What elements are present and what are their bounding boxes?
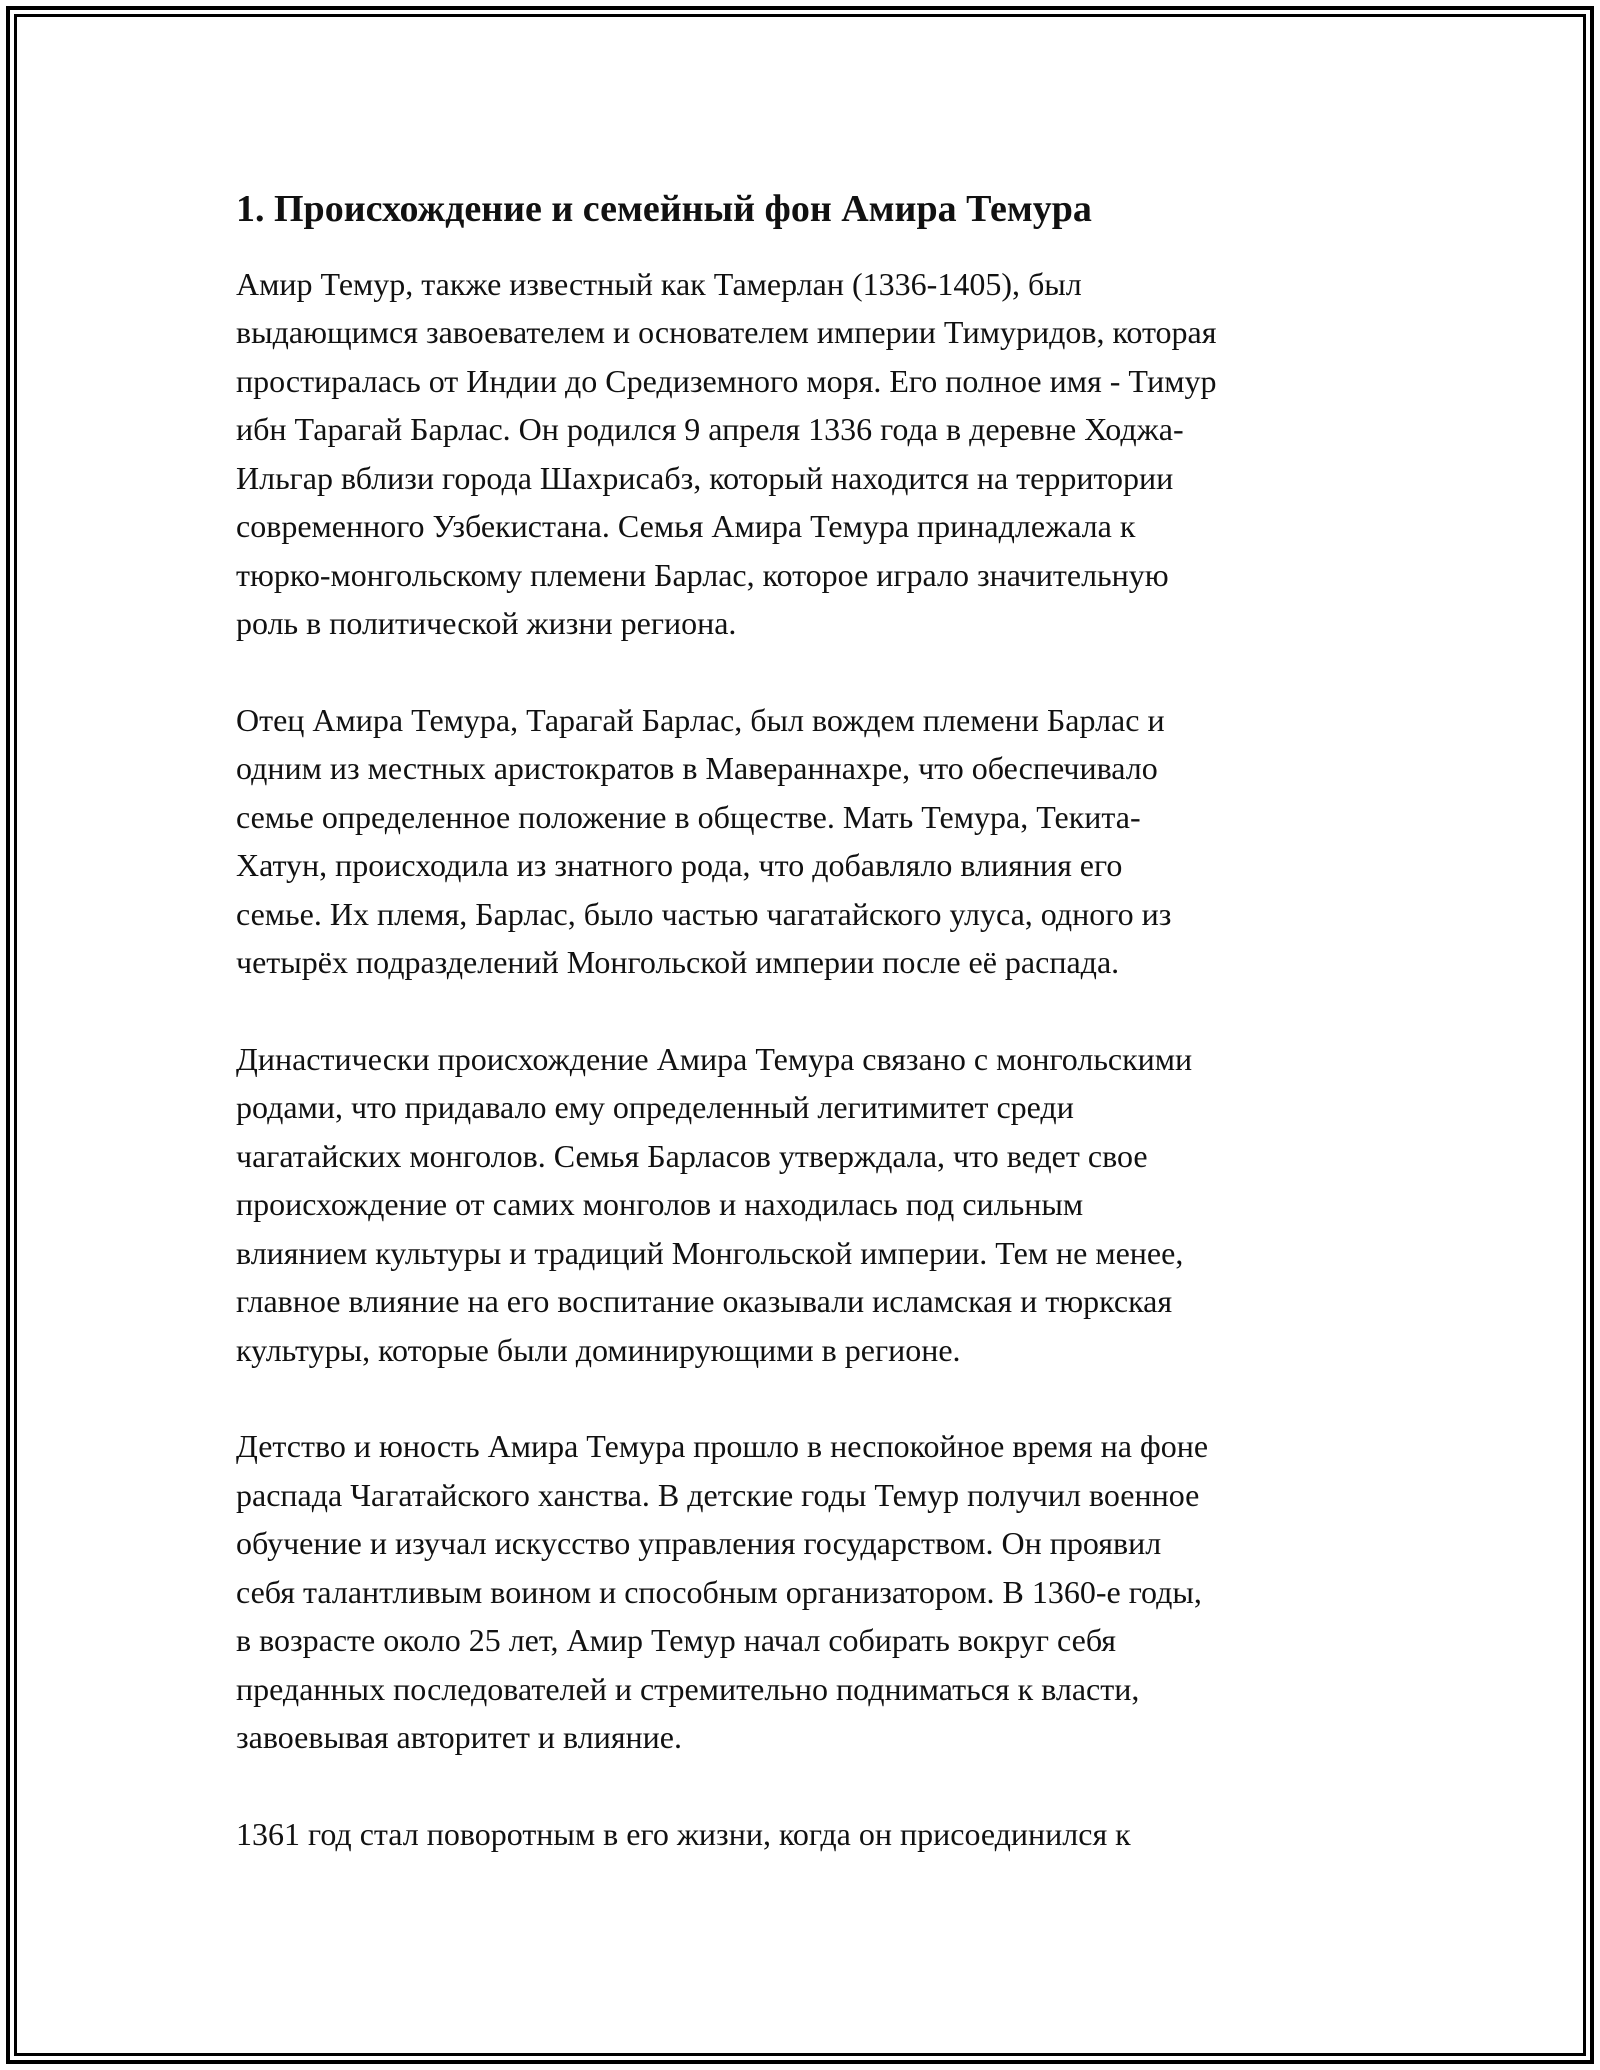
text-line: одним из местных аристократов в Мавераннахре, что обеспечивало [236,750,1158,786]
text-line: семье. Их племя, Барлас, было частью чагатайского улуса, одного из [236,895,1172,932]
text-line: ибн Тарагай Барлас. Он родился 9 апреля 1336 года в деревне Ходжа- [236,411,1184,447]
text-line: 1361 год стал поворотным в его жизни, когда он присоединился к [236,1815,1131,1852]
text-line: Ильгар вблизи города Шахрисабз, который находится на территории [236,459,1174,496]
text-line: Династически происхождение Амира Темура связано с монгольскими [236,1040,1193,1077]
text-line: четырёх подразделений Монгольской империи после её распада. [236,944,1120,980]
text-line: выдающимся завоевателем и основателем империи Тимуридов, которая [236,314,1217,350]
text-line: чагатайских монголов. Семья Барласов утверждала, что ведет свое [236,1137,1148,1174]
paragraph [236,1035,1416,1375]
text-line: обучение и изучал искусство управления государством. Он проявил [236,1525,1162,1561]
text-line: завоевывая авторитет и влияние. [236,1719,682,1755]
paragraph [236,1810,1416,1859]
text-line: Амир Темур, также известный как Тамерлан (1336-1405), был [236,265,1082,302]
text-line: Отец Амира Темура, Тарагай Барлас, был вождем племени Барлас и [236,701,1165,738]
section-heading: 1. Происхождение и семейный фон Амира Темура [236,188,1092,230]
document-body [236,260,1416,1859]
text-line: простиралась от Индии до Средиземного моря. Его полное имя - Тимур [236,362,1217,399]
text-line: современного Узбекистана. Семья Амира Темура принадлежала к [236,508,1136,544]
text-line: происхождение от самих монголов и находилась под сильным [236,1186,1084,1222]
paragraph [236,260,1416,648]
text-line: Хатун, происходила из знатного рода, что добавляло влияния его [236,847,1123,883]
text-line: роль в политической жизни региона. [236,605,737,641]
paragraph [236,1422,1416,1762]
text-line: семье определенное положение в обществе. Мать Темура, Текита- [236,798,1141,835]
text-line: влиянием культуры и традиций Монгольской империи. Тем не менее, [236,1234,1184,1271]
document-page [236,186,1416,1858]
text-line: главное влияние на его воспитание оказывали исламская и тюркская [236,1283,1173,1319]
text-line: Детство и юность Амира Темура прошло в неспокойное время на фоне [236,1428,1209,1464]
text-line: себя талантливым воином и способным организатором. В 1360-е годы, [236,1573,1202,1610]
text-line: распада Чагатайского ханства. В детские годы Темур получил военное [236,1476,1200,1513]
text-line: в возрасте около 25 лет, Амир Темур начал собирать вокруг себя [236,1622,1117,1658]
text-line: культуры, которые были доминирующими в регионе. [236,1331,961,1368]
paragraph [236,696,1416,987]
text-line: преданных последователей и стремительно подниматься к власти, [236,1670,1140,1707]
text-line: тюрко-монгольскому племени Барлас, которое играло значительную [236,556,1169,593]
text-line: родами, что придавало ему определенный легитимитет среди [236,1089,1074,1125]
